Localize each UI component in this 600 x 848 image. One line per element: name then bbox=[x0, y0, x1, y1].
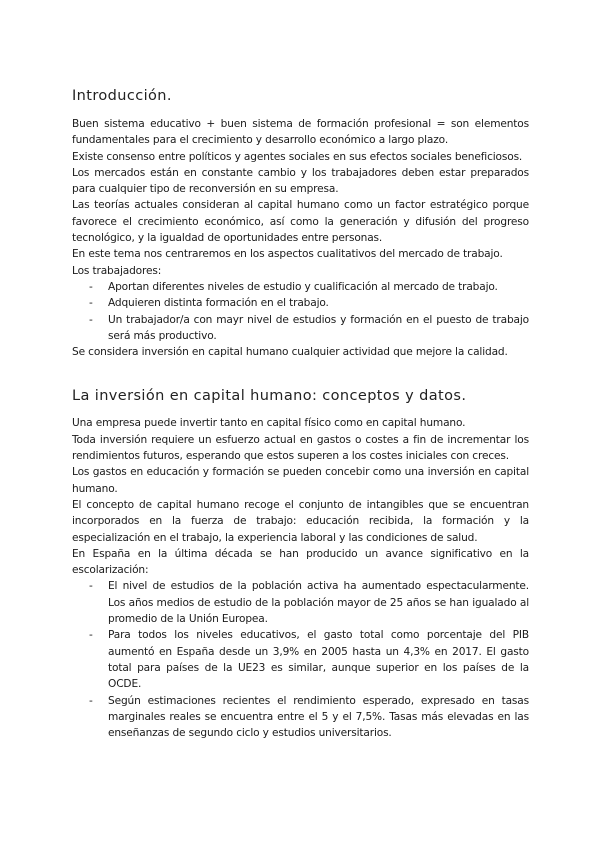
paragraph: En este tema nos centraremos en los aspectos cualitativos del mercado de trabajo. bbox=[72, 248, 503, 261]
paragraph: Los gastos en educación y formación se pueden concebir como una inversión en capital humano. bbox=[72, 466, 529, 495]
dash-bullet: - bbox=[89, 580, 93, 593]
list-item-text: Para todos los niveles educativos, el gasto total como porcentaje del PIB aumentó en España desde un 3,9% en 2005 hasta un 4,3% en 2017. El gasto total para países de la UE23 es similar, aunque superior en los países de la OCDE. bbox=[108, 629, 529, 691]
paragraph: Se considera inversión en capital humano cualquier actividad que mejore la calidad. bbox=[72, 346, 508, 359]
list-item bbox=[72, 693, 529, 742]
dash-bullet: - bbox=[89, 313, 93, 326]
paragraph: Los trabajadores: bbox=[72, 264, 162, 277]
paragraph: Buen sistema educativo + buen sistema de formación profesional = son elementos fundamentales para el crecimiento y desarrollo económico a largo plazo. bbox=[72, 118, 529, 147]
list-item-text: Según estimaciones recientes el rendimiento esperado, expresado en tasas marginales reales se encuentra entre el 5 y el 7,5%. Tasas más elevadas en las enseñanzas de segundo ciclo y estudios universitarios. bbox=[108, 694, 529, 740]
section-title-inversion: La inversión en capital humano: conceptos y datos. bbox=[72, 388, 467, 405]
dash-bullet: - bbox=[89, 297, 93, 310]
list-item bbox=[72, 312, 529, 345]
bullet-list-trabajadores bbox=[72, 279, 529, 344]
section-inversion-capital-humano bbox=[72, 388, 529, 741]
section-introduccion bbox=[72, 88, 529, 360]
paragraph: En España en la última década se han producido un avance significativo en la escolarización: bbox=[72, 547, 529, 577]
paragraph: Los mercados están en constante cambio y los trabajadores deben estar preparados para cualquier tipo de reconversión en su empresa. bbox=[72, 166, 529, 196]
list-item bbox=[72, 627, 529, 692]
list-item bbox=[72, 295, 529, 311]
section-title-introduccion: Introducción. bbox=[72, 88, 172, 104]
paragraph: Existe consenso entre políticos y agentes sociales en sus efectos sociales beneficiosos. bbox=[72, 150, 523, 163]
paragraph: Las teorías actuales consideran al capital humano como un factor estratégico porque favorece el crecimiento económico, así como la generación y difusión del progreso tecnológico, y la igualdad de oportunidades entre personas. bbox=[72, 199, 529, 245]
paragraph: Toda inversión requiere un esfuerzo actual en gastos o costes a fin de incrementar los rendimientos futuros, esperando que estos superen a los costes iniciales con creces. bbox=[72, 433, 529, 463]
dash-bullet: - bbox=[89, 629, 93, 642]
bullet-list-escolarizacion bbox=[72, 578, 529, 741]
list-item-text: El nivel de estudios de la población activa ha aumentado espectacularmente. Los años medios de estudio de la población mayor de 25 años se han igualado al promedio de la Unión Europea. bbox=[108, 580, 529, 626]
list-item bbox=[72, 279, 529, 295]
dash-bullet: - bbox=[89, 280, 93, 293]
list-item-text: Un trabajador/a con mayr nivel de estudios y formación en el puesto de trabajo será más productivo. bbox=[108, 313, 529, 342]
paragraph: Una empresa puede invertir tanto en capital físico como en capital humano. bbox=[72, 417, 466, 430]
list-item-text: Aportan diferentes niveles de estudio y cualificación al mercado de trabajo. bbox=[108, 280, 498, 293]
list-item-text: Adquieren distinta formación en el trabajo. bbox=[108, 297, 329, 310]
document-page bbox=[72, 88, 529, 741]
dash-bullet: - bbox=[89, 694, 93, 707]
list-item bbox=[72, 578, 529, 627]
paragraph: El concepto de capital humano recoge el conjunto de intangibles que se encuentran incorporados en la fuerza de trabajo: educación recibida, la formación y la especialización en el trabajo, la experiencia laboral y las condiciones de salud. bbox=[72, 498, 529, 544]
